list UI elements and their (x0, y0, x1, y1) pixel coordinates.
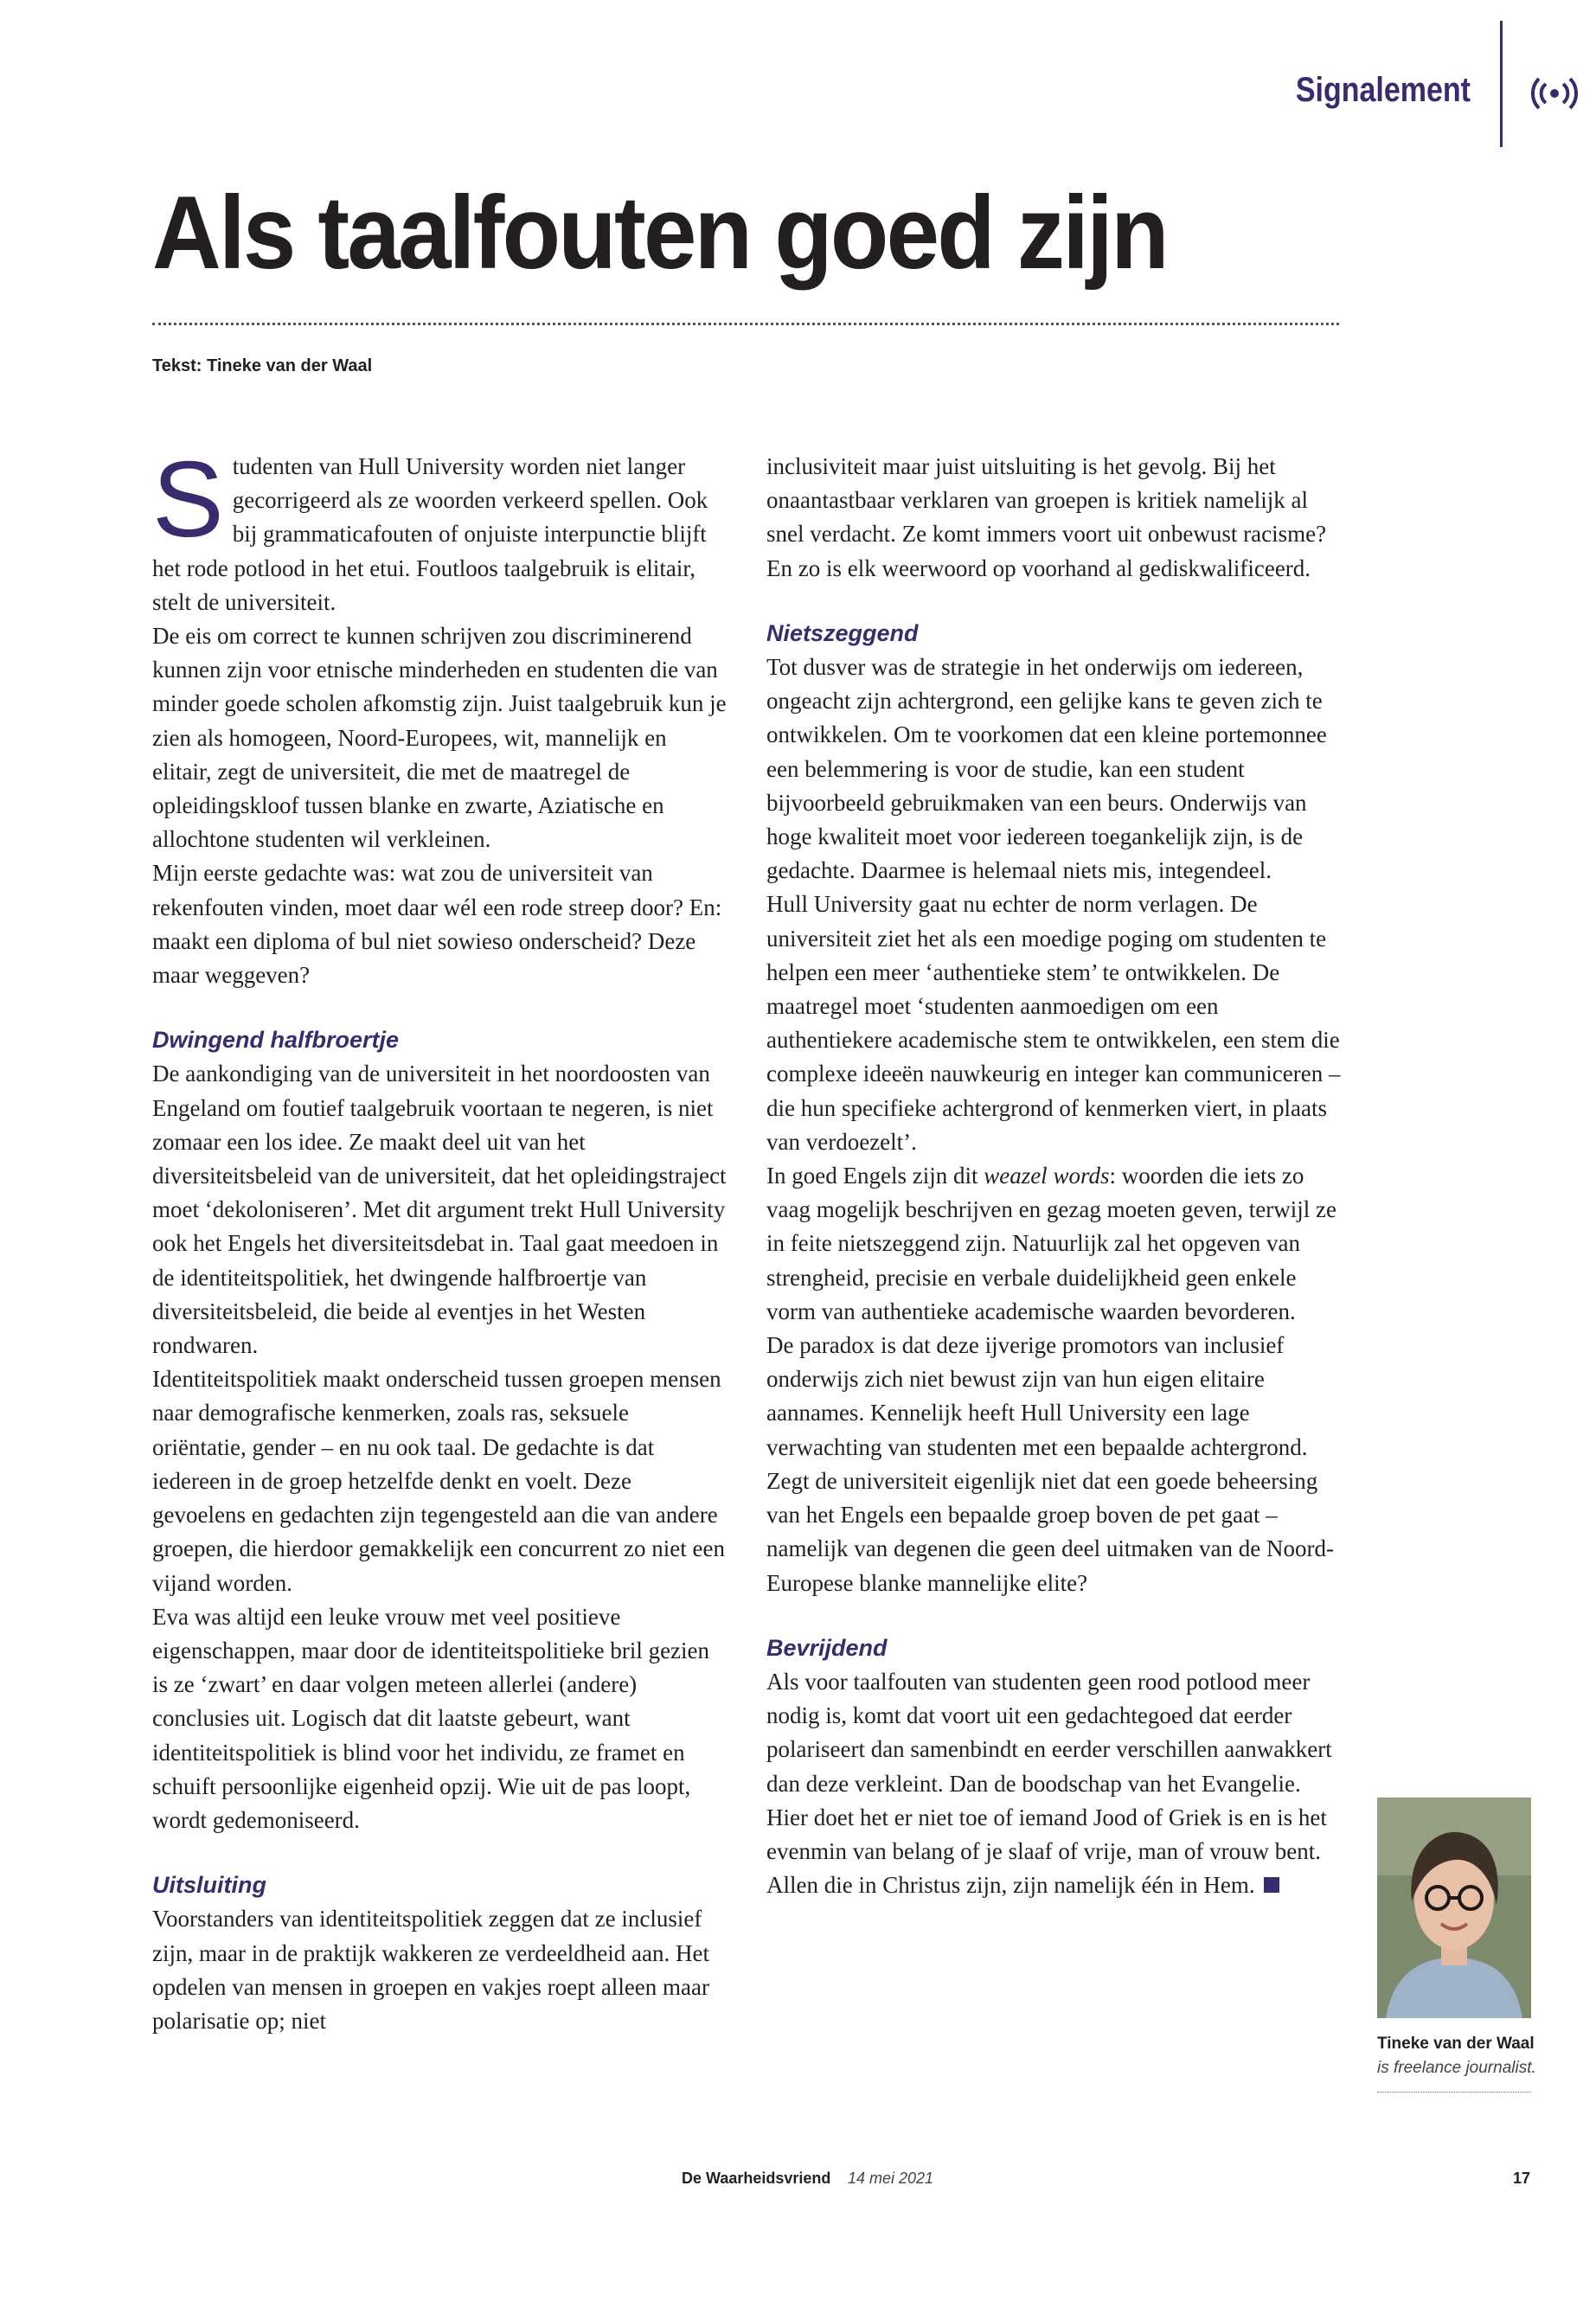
paragraph: Als voor taalfouten van studenten geen rood potlood meer nodig is, komt dat voort uit een gedachtegoed dat eerder polariseert dan samenbindt en eerder verschillen aanwakkert dan deze verkleint. Dan de boodschap van het Evangelie. Hier doet het er niet toe of iemand Jood of Griek is en is het evenmin van belang of je slaaf of vrije, man of vrouw bent. Allen die in Christus zijn, zijn namelijk één in Hem. (766, 1668, 1332, 1899)
paragraph: De paradox is dat deze ijverige promotors van inclusief onderwijs zich niet bewust zijn van hun eigen elitaire aannames. Kennelijk heeft Hull University een lage verwachting van studenten met een bepaalde achtergrond. Zegt de universiteit eigenlijk niet dat een goede beheersing van het Engels een bepaalde groep boven de pet gaat – namelijk van degenen die geen deel uitmaken van de Noord-Europese blanke mannelijke elite? (766, 1332, 1335, 1596)
paragraph: Identiteitspolitiek maakt onderscheid tussen groepen mensen naar demografische kenmerken, zoals ras, seksuele oriëntatie, gender – en nu ook taal. De gedachte is dat iedereen in de groep hetzelfde denkt en voelt. Deze gevoelens en gedachten zijn tegengesteld aan die van andere groepen, die hierdoor gemakkelijk een concurrent zo niet een vijand worden. (152, 1366, 725, 1596)
author-role: is freelance journalist. (1377, 2059, 1536, 2077)
paragraph: Eva was altijd een leuke vrouw met veel positieve eigenschappen, maar door de identiteitspolitieke bril gezien is ze ‘zwart’ en daar volgen meteen allerlei (andere) conclusies uit. Logisch dat dit laatste gebeurt, want identiteitspolitiek is blind voor het individu, ze framet en schuift persoonlijke eigenheid opzij. Wie uit de pas loopt, wordt gedemoniseerd. (152, 1603, 710, 1833)
article-column-right (766, 450, 1343, 1902)
author-name: Tineke van der Waal (1377, 2035, 1535, 2053)
subheading: Nietszeggend (766, 619, 919, 646)
paragraph: inclusiviteit maar juist uitsluiting is het gevolg. Bij het onaantastbaar verklaren van groepen is kritiek namelijk al snel verdacht. Ze komt immers voort uit onbewust racisme? En zo is elk weerwoord op voorhand al gediskwalificeerd. (766, 453, 1327, 581)
caption-divider (1377, 2092, 1531, 2093)
footer-publication: De Waarheidsvriend (682, 2170, 831, 2187)
title-divider (152, 323, 1339, 325)
page-number: 17 (1513, 2170, 1531, 2187)
section-label: Signalement (1295, 71, 1471, 109)
byline: Tekst: Tineke van der Waal (152, 356, 373, 375)
section-divider (1500, 21, 1503, 147)
paragraph: Voorstanders van identiteitspolitiek zeggen dat ze inclusief zijn, maar in de praktijk wakkeren ze verdeeldheid aan. Het opdelen van mensen in groepen en vakjes roept alleen maar polarisatie op; niet (152, 1906, 709, 2034)
subheading: Bevrijdend (766, 1634, 888, 1661)
broadcast-icon (1529, 76, 1580, 111)
paragraph: De aankondiging van de universiteit in het noordoosten van Engeland om foutief taalgebruik voortaan te negeren, is niet zomaar een los idee. Ze maakt deel uit van het diversiteitsbeleid van de universiteit, dat het opleidingstraject moet ‘dekoloniseren’. Met dit argument trekt Hull University ook het Engels het diversiteitsdebat in. Taal gaat meedoen in de identiteitspolitiek, het dwingende halfbroertje van diversiteitsbeleid, die beide al eventjes in het Westen rondwaren. (152, 1061, 727, 1359)
subheading: Dwingend halfbroertje (152, 1027, 400, 1054)
article-column-left (152, 440, 728, 2038)
subheading: Uitsluiting (152, 1872, 266, 1899)
paragraph: Studenten van Hull University worden niet langer gecorrigeerd als ze woorden verkeerd spellen. Ook bij grammaticafouten of onjuiste interpunctie blijft het rode potlood in het etui. Foutloos taalgebruik is elitair, stelt de universiteit. (152, 440, 708, 615)
drop-cap: S (152, 440, 224, 560)
paragraph: Hull University gaat nu echter de norm verlagen. De universiteit ziet het als een moedige poging om studenten te helpen een meer ‘authentieke stem’ te ontwikkelen. De maatregel moet ‘studenten aanmoedigen om een authentiekere academische stem te ontwikkelen, een stem die complexe ideeën nauwkeurig en integer kan communiceren – die hun specifieke achtergrond of kenmerken viert, in plaats van verdoezelt’. (766, 891, 1341, 1155)
author-photo (1377, 1798, 1531, 2018)
paragraph: In goed Engels zijn dit weazel words: woorden die iets zo vaag mogelijk beschrijven en gezag moeten geven, terwijl ze in feite nietszeggend zijn. Natuurlijk zal het opgeven van strengheid, precisie en verbale duidelijkheid geen enkele vorm van authentieke academische waarden bevorderen. (766, 1163, 1336, 1324)
paragraph: Tot dusver was de strategie in het onderwijs om iedereen, ongeacht zijn achtergrond, een gelijke kans te geven zich te ontwikkelen. Om te voorkomen dat een kleine portemonnee een belemmering is voor de studie, kan een student bijvoorbeeld gebruikmaken van een beurs. Onderwijs van hoge kwaliteit moet voor iedereen toegankelijk zijn, is de gedachte. Daarmee is helemaal niets mis, integendeel. (766, 654, 1327, 884)
paragraph: Mijn eerste gedachte was: wat zou de universiteit van rekenfouten vinden, moet daar wél een rode streep door? En: maakt een diploma of bul niet sowieso onderscheid? Deze maar weggeven? (152, 860, 722, 989)
footer-date: 14 mei 2021 (848, 2170, 934, 2187)
article-title: Als taalfouten goed zijn (152, 175, 1167, 291)
end-of-article-square-icon (1264, 1877, 1279, 1893)
paragraph: De eis om correct te kunnen schrijven zou discriminerend kunnen zijn voor etnische minderheden en studenten die van minder goede scholen afkomstig zijn. Juist taalgebruik kun je zien als homogeen, Noord-Europees, wit, mannelijk en elitair, zegt de universiteit, die met de maatregel de opleidingskloof tussen blanke en zwarte, Aziatische en allochtone studenten wil verkleinen. (152, 623, 727, 853)
